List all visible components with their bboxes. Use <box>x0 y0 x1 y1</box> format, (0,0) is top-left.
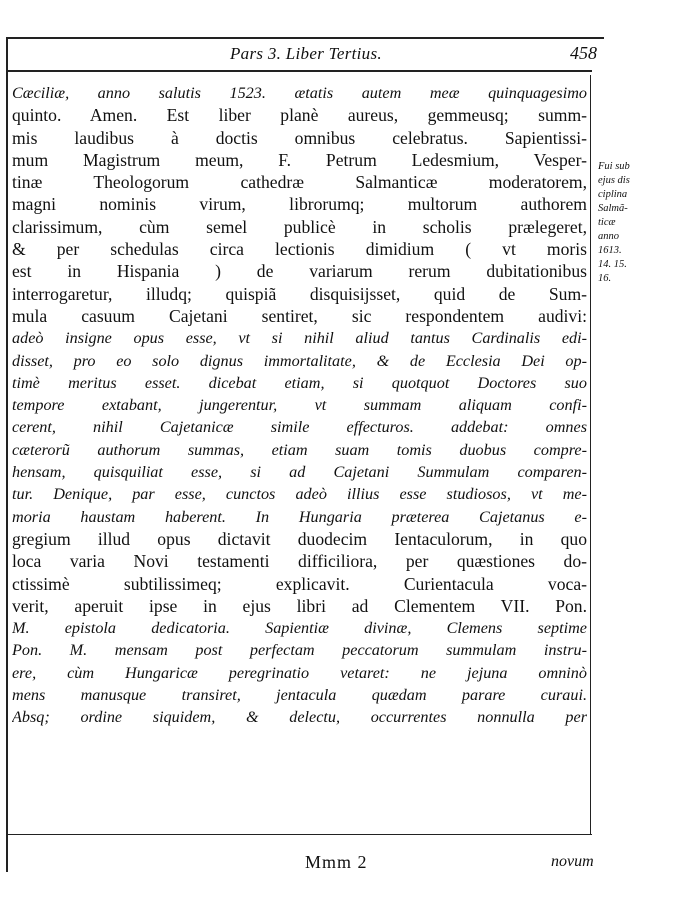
text-line: Pon. M. mensam post perfectam peccatorum summulam instru- <box>12 641 587 660</box>
marginal-line: 1613. <box>598 245 622 256</box>
text-line: hensam, quisquiliat esse, si ad Cajetani Summulam comparen- <box>12 463 587 482</box>
marginal-line: ejus dis <box>598 175 630 186</box>
marginal-line: 14. 15. <box>598 259 627 270</box>
signature-mark: Mmm 2 <box>305 852 368 872</box>
body-text <box>12 82 587 729</box>
text-line: & per schedulas circa lectionis dimidium ( vt moris <box>12 239 587 260</box>
marginal-line: ciplina <box>598 189 628 200</box>
text-line: ctissimè subtilissimeq; explicavit. Curientacula voca- <box>12 573 587 594</box>
text-line: ere, cùm Hungaricæ peregrinatio vetaret: ne jejuna omninò <box>12 663 587 682</box>
text-line: Cæciliæ, anno salutis 1523. ætatis autem meæ quinquagesimo <box>12 84 587 102</box>
text-line: mum Magistrum meum, F. Petrum Ledesmium, Vesper- <box>12 149 587 170</box>
text-line: M. epistola dedicatoria. Sapientiæ divinæ, Clemens septime <box>12 619 587 638</box>
text-line: est in Hispania ) de variarum rerum dubitationibus <box>12 261 587 282</box>
text-line: cerent, nihil Cajetanicæ simile effecturos. addebat: omnes <box>12 418 587 437</box>
footer-rule <box>8 834 592 835</box>
text-line: mis laudibus à doctis omnibus celebratus. Sapientissi- <box>12 127 587 148</box>
running-head: Pars 3. Liber Tertius. <box>230 44 382 63</box>
text-line: quinto. Amen. Est liber planè aureus, gemmeusq; summ- <box>12 105 587 126</box>
text-line: mula casuum Cajetani sentiret, sic respondentem audivi: <box>12 305 587 326</box>
marginal-line: Salmã- <box>598 203 628 214</box>
text-line: loca varia Novi testamenti difficiliora, per quæstiones do- <box>12 551 587 572</box>
text-line: adeò insigne opus esse, vt si nihil aliud tantus Cardinalis edi- <box>12 329 587 348</box>
marginal-line: 16. <box>598 273 612 284</box>
text-line: tinæ Theologorum cathedræ Salmanticæ moderatorem, <box>12 172 587 193</box>
marginal-line: Fui sub <box>598 161 630 172</box>
text-line: timè meritus esset. dicebat etiam, si quotquot Doctores suo <box>12 373 587 392</box>
marginal-line: anno <box>598 231 619 242</box>
text-line: moria haustam haberent. In Hungaria præterea Cajetanus e- <box>12 507 587 526</box>
text-line: tempore extabant, jungerentur, vt summam aliquam confi- <box>12 396 587 415</box>
text-line: verit, aperuit ipse in ejus libri ad Clementem VII. Pon. <box>12 595 587 616</box>
text-line: Absq; ordine siquidem, & delectu, occurrentes nonnulla per <box>12 708 587 727</box>
text-line: magni nominis virum, librorumq; multorum authorem <box>12 194 587 215</box>
catchword: novum <box>551 853 594 870</box>
text-line: mens manusque transiret, jentacula quædam parare curaui. <box>12 686 587 705</box>
text-line: disset, pro eo solo dignus immortalitate, & de Ecclesia Dei op- <box>12 351 587 370</box>
text-line: gregium illud opus dictavit duodecim Ientaculorum, in quo <box>12 528 587 549</box>
text-line: interrogaretur, illudq; quispiã disquisijsset, quid de Sum- <box>12 283 587 304</box>
column-rule <box>590 75 591 835</box>
marginal-note <box>598 160 648 286</box>
header-rule <box>8 70 592 72</box>
marginal-line: ticæ <box>598 217 616 228</box>
page-number: 458 <box>570 43 597 63</box>
text-line: tur. Denique, par esse, cunctos adeò illius esse studiosos, vt me- <box>12 485 587 504</box>
text-line: cæterorũ authorum summas, etiam suam tomis duobus compre- <box>12 440 587 459</box>
text-line: clarissimum, cùm semel publicè in scholis prælegeret, <box>12 216 587 237</box>
